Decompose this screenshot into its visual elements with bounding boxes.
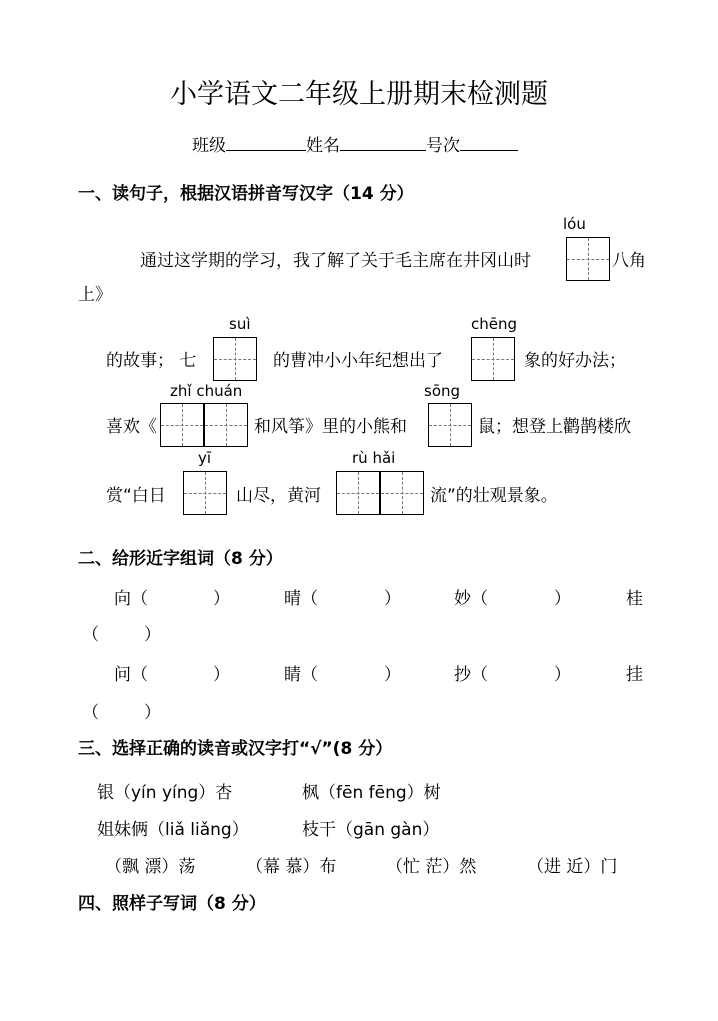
word-row2-item2: 睛（ xyxy=(284,665,318,685)
sentence-line4c: 鼠；想登上鹳鹊楼欣 xyxy=(478,417,631,437)
section1-heading: 一、读句子，根据汉语拼音写汉字（14 分） xyxy=(78,184,414,204)
word-row2-close3: ） xyxy=(554,665,571,685)
name-blank[interactable] xyxy=(340,134,426,151)
word-row1-wrap-close: ） xyxy=(144,625,161,645)
choice-mang[interactable]: （忙 茫）然 xyxy=(386,857,477,877)
number-label: 号次 xyxy=(426,136,460,156)
sentence-line4b: 和风筝》里的小熊和 xyxy=(254,417,407,437)
tian-box-sui[interactable] xyxy=(213,337,257,381)
sentence-line1b: 八角 xyxy=(612,251,646,271)
word-row2-item3: 抄（ xyxy=(454,665,488,685)
class-blank[interactable] xyxy=(226,134,306,151)
choice-item-yin[interactable]: 银（yín yíng）杏 xyxy=(97,783,233,803)
sentence-line5c: 流”的壮观景象。 xyxy=(430,486,558,506)
pinyin-yi: yī xyxy=(198,449,212,467)
pinyin-zhichuan: zhǐ chuán xyxy=(170,382,243,400)
choice-item-feng[interactable]: 枫（fēn fēng）树 xyxy=(302,783,441,803)
tian-box-ru[interactable] xyxy=(336,471,380,515)
sentence-line5b: 山尽，黄河 xyxy=(236,486,321,506)
section3-heading: 三、选择正确的读音或汉字打“√”(8 分） xyxy=(78,739,393,759)
sentence-line2: 上》 xyxy=(78,285,112,305)
pinyin-lou: lóu xyxy=(563,215,586,233)
word-row1-item1: 向（ xyxy=(114,589,148,609)
choice-piao[interactable]: （飘 漂）荡 xyxy=(105,857,196,877)
word-row2-wrap-open: （ xyxy=(82,703,99,723)
word-row1-item3: 妙（ xyxy=(454,589,488,609)
word-row1-close2: ） xyxy=(384,589,401,609)
section2-heading: 二、给形近字组词（8 分） xyxy=(78,549,283,569)
choice-mu[interactable]: （幕 慕）布 xyxy=(246,857,337,877)
word-row2-close1: ） xyxy=(213,665,230,685)
tian-box-chuan[interactable] xyxy=(204,403,248,447)
word-row2-item1: 问（ xyxy=(114,665,148,685)
page-title: 小学语文二年级上册期末检测题 xyxy=(170,79,548,110)
class-label: 班级 xyxy=(192,136,226,156)
sentence-line3c: 象的好办法； xyxy=(524,351,626,371)
number-blank[interactable] xyxy=(460,134,518,151)
word-row2-close2: ） xyxy=(384,665,401,685)
pinyin-ruhai: rù hǎi xyxy=(352,449,396,467)
tian-box-cheng[interactable] xyxy=(471,337,515,381)
tian-box-song[interactable] xyxy=(428,403,472,447)
sentence-line3a: 的故事； 七 xyxy=(106,351,197,371)
tian-box-hai[interactable] xyxy=(380,471,424,515)
choice-item-gan[interactable]: 枝干（gān gàn） xyxy=(302,820,440,840)
word-row1-close3: ） xyxy=(554,589,571,609)
tian-box-yi[interactable] xyxy=(183,471,227,515)
tian-box-lou[interactable] xyxy=(566,237,610,281)
word-row1-item4: 桂 xyxy=(626,589,643,609)
name-label: 姓名 xyxy=(306,136,340,156)
sentence-line3b: 的曹冲小小年纪想出了 xyxy=(273,351,443,371)
section4-heading: 四、照样子写词（8 分） xyxy=(78,894,266,914)
word-row2-wrap-close: ） xyxy=(144,703,161,723)
choice-item-lia[interactable]: 姐妹俩（liǎ liǎng） xyxy=(97,820,249,840)
sentence-line1a: 通过这学期的学习，我了解了关于毛主席在井冈山时 xyxy=(140,251,531,271)
tian-box-zhi[interactable] xyxy=(160,403,204,447)
header-fields xyxy=(192,131,518,156)
word-row1-wrap-open: （ xyxy=(82,625,99,645)
pinyin-song: sōng xyxy=(424,382,461,400)
sentence-line5a: 赏“白日 xyxy=(106,486,166,506)
choice-jin[interactable]: （进 近）门 xyxy=(527,857,618,877)
word-row1-item2: 晴（ xyxy=(284,589,318,609)
word-row1-close1: ） xyxy=(213,589,230,609)
sentence-line4a: 喜欢《 xyxy=(106,417,157,437)
pinyin-cheng: chēng xyxy=(471,315,518,333)
word-row2-item4: 挂 xyxy=(626,665,643,685)
pinyin-sui: suì xyxy=(229,315,251,333)
